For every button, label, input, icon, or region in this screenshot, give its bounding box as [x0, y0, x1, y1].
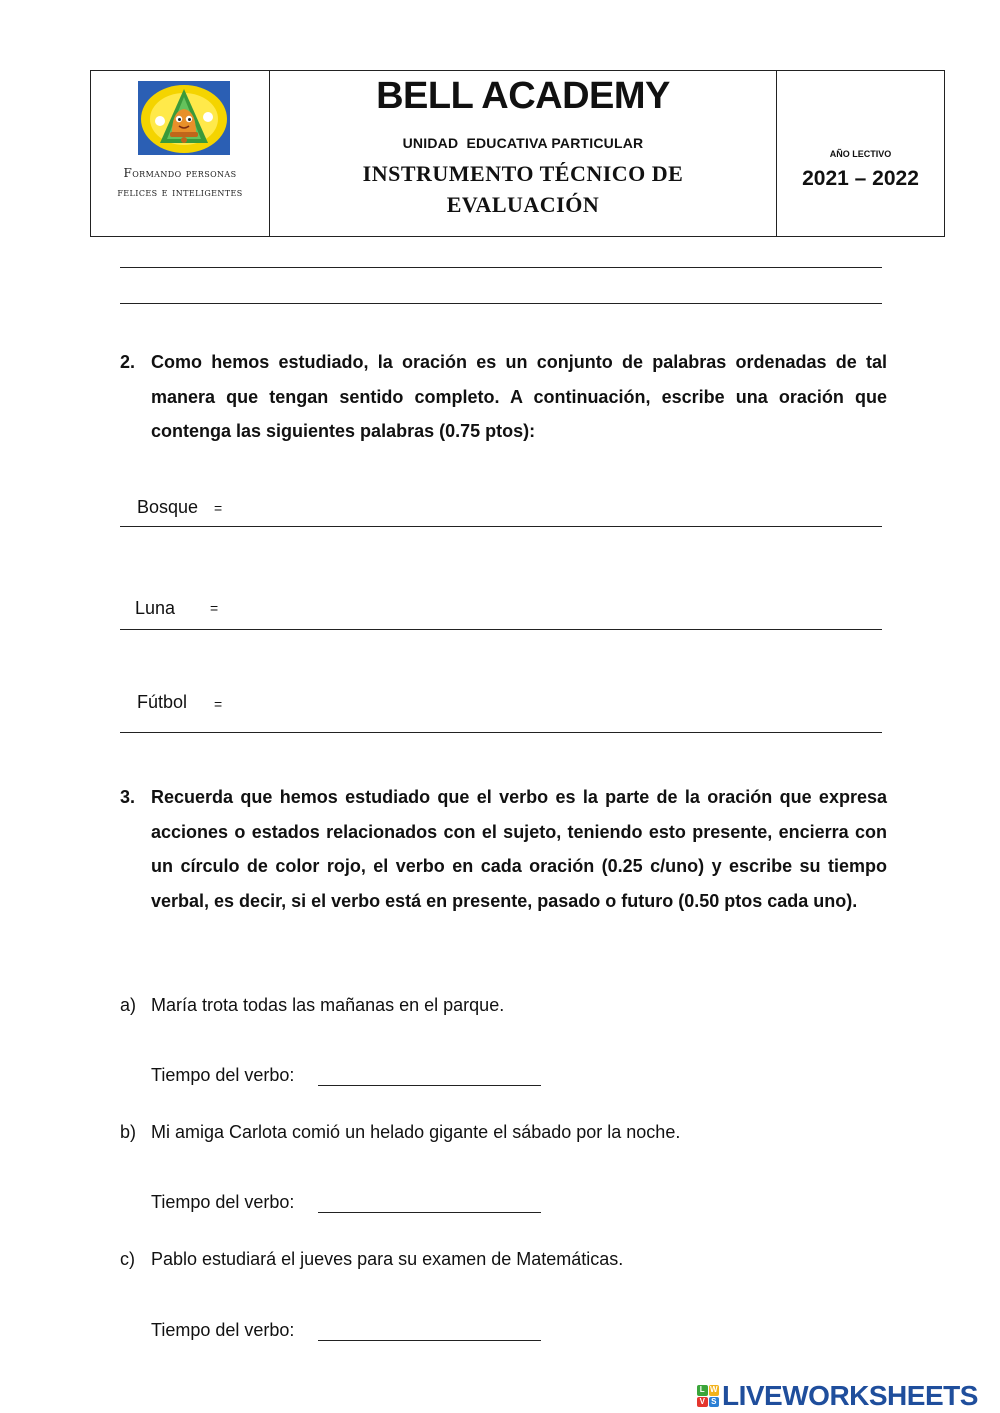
item-c-prompt: Tiempo del verbo: — [151, 1320, 295, 1340]
motto-line-2: felices e inteligentes — [117, 185, 243, 199]
word-luna: Luna — [135, 598, 176, 618]
bell-mascot-logo — [138, 81, 230, 155]
liveworksheets-logo-icon — [697, 1385, 719, 1407]
word-futbol: Fútbol — [137, 692, 188, 712]
item-b-letter: b) — [120, 1122, 137, 1142]
instrument-title — [270, 158, 776, 220]
item-a-sentence[interactable]: María trota todas las mañanas en el parque. — [151, 995, 505, 1015]
equals-sign: = — [214, 500, 223, 516]
question-2-number: 2. — [120, 352, 136, 372]
item-b-sentence[interactable]: Mi amiga Carlota comió un helado gigante el sábado por la noche. — [151, 1122, 681, 1142]
instrument-title-line-2: EVALUACIÓN — [446, 192, 600, 217]
answer-line-futbol[interactable] — [120, 732, 882, 733]
answer-line-luna[interactable] — [120, 629, 882, 630]
logo-cell — [91, 71, 270, 236]
item-b-prompt: Tiempo del verbo: — [151, 1192, 295, 1212]
equals-sign: = — [210, 600, 219, 616]
answer-line[interactable] — [120, 267, 882, 268]
equals-sign: = — [214, 696, 223, 712]
question-3-text: Recuerda que hemos estudiado que el verbo es la parte de la oración que expresa acciones o estados relacionados con el sujeto, teniendo esto presente, encierra con un círculo de color rojo, el verbo en cada oración (0.25 c/uno) y escribe su tiempo verbal, es decir, si el verbo está en presente, pasado o futuro (0.50 ptos cada uno). — [151, 787, 887, 912]
year-label: AÑO LECTIVO — [829, 149, 892, 159]
badge-letter: W — [709, 1385, 718, 1394]
badge-letter: S — [709, 1397, 720, 1408]
instrument-title-line-1: INSTRUMENTO TÉCNICO DE — [362, 161, 684, 186]
liveworksheets-watermark — [697, 1380, 978, 1412]
item-c-answer-blank[interactable] — [318, 1340, 541, 1341]
item-a-answer-blank[interactable] — [318, 1085, 541, 1086]
item-c-sentence[interactable]: Pablo estudiará el jueves para su examen de Matemáticas. — [151, 1249, 624, 1269]
liveworksheets-text: LIVEWORKSHEETS — [722, 1380, 978, 1411]
school-name: BELL ACADEMY — [376, 75, 670, 117]
answer-line[interactable] — [120, 303, 882, 304]
year-cell — [777, 71, 944, 236]
question-2-text: Como hemos estudiado, la oración es un conjunto de palabras ordenadas de tal manera que tengan sentido completo. A continuación, escribe una oración que contenga las siguientes palabras (0.75 ptos): — [151, 352, 887, 442]
motto-line-1: Formando personas — [123, 166, 237, 180]
item-c-letter: c) — [120, 1249, 135, 1269]
answer-line-bosque[interactable] — [120, 526, 882, 527]
item-a-letter: a) — [120, 995, 137, 1015]
badge-letter: V — [697, 1397, 708, 1408]
word-bosque: Bosque — [137, 497, 199, 517]
question-3-number: 3. — [120, 787, 136, 807]
year-value: 2021 – 2022 — [802, 167, 919, 190]
unit-label: UNIDAD EDUCATIVA PARTICULAR — [402, 135, 644, 151]
item-b-answer-blank[interactable] — [318, 1212, 541, 1213]
item-a-prompt: Tiempo del verbo: — [151, 1065, 295, 1085]
title-cell — [270, 71, 777, 236]
header-table — [90, 70, 945, 237]
badge-letter: L — [697, 1385, 708, 1396]
